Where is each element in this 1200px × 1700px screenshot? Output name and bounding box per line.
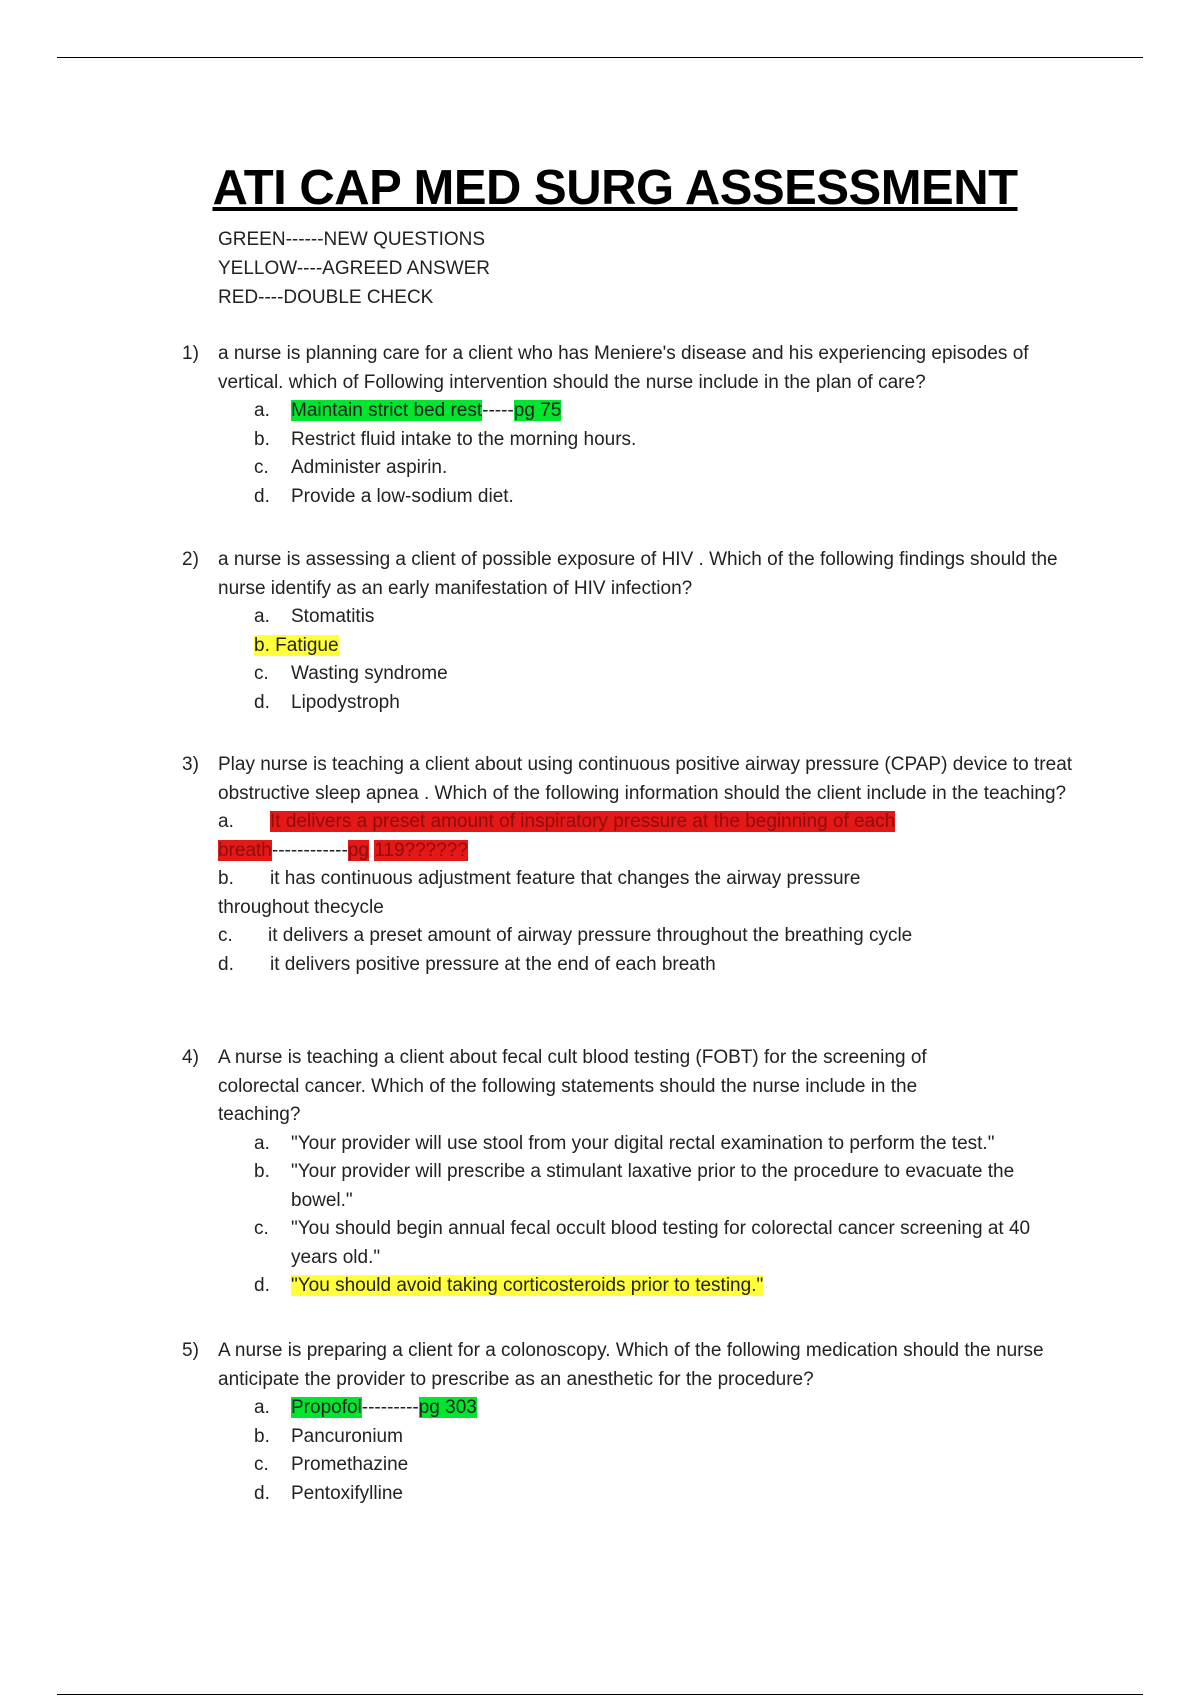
option-b: b. "Your provider will prescribe a stimulant laxative prior to the procedure to evacuate the bowel." (254, 1161, 1015, 1211)
page-reference: pg 75 (513, 400, 562, 421)
option-b: b. Restrict fluid intake to the morning hours. (254, 428, 637, 450)
page-reference: pg 303 (418, 1397, 477, 1418)
question-stem: A nurse is preparing a client for a colonoscopy. Which of the following medication should the nurse anticipate the provider to prescribe as an anesthetic for the procedure? (218, 1340, 1044, 1390)
option-list (254, 1394, 1082, 1508)
question-number: 2) (182, 549, 199, 570)
question-2 (182, 546, 1082, 717)
option-d: d. Provide a low-sodium diet. (254, 485, 514, 507)
answer-highlight: Propofol (291, 1397, 362, 1418)
question-stem: Play nurse is teaching a client about using continuous positive airway pressure (CPAP) device to treat obstructive sleep apnea . Which of the following information should the client include in the teaching? (218, 754, 1073, 804)
question-stem: A nurse is teaching a client about fecal cult blood testing (FOBT) for the screening of colorectal cancer. Which of the following statements should the nurse include in the teaching? (218, 1047, 927, 1125)
page-title: ATI CAP MED SURG ASSESSMENT (212, 161, 1018, 215)
color-legend (218, 225, 490, 312)
answer-highlight: It delivers a preset amount of inspiratory pressure at the beginning of each (270, 811, 896, 832)
question-number: 3) (182, 754, 199, 775)
option-d: d. it delivers positive pressure at the end of each breath (218, 953, 716, 975)
option-d: d. "You should avoid taking corticosteroids prior to testing." (254, 1275, 764, 1296)
question-3 (182, 751, 1082, 979)
option-d: d. Pentoxifylline (254, 1482, 403, 1504)
bottom-rule (57, 1694, 1143, 1695)
option-list (254, 397, 1082, 511)
option-a: a. It delivers a preset amount of inspiratory pressure at the beginning of each breath------------pg 119?????? (218, 811, 896, 861)
legend-green: GREEN------NEW QUESTIONS (218, 229, 486, 250)
page-reference: pg (347, 839, 369, 861)
question-number: 1) (182, 343, 199, 364)
legend-red: RED----DOUBLE CHECK (218, 287, 434, 308)
option-a: a. Maintain strict bed rest-----pg 75 (254, 400, 562, 421)
question-1 (182, 340, 1082, 511)
option-c: c. Administer aspirin. (254, 457, 448, 478)
option-b (254, 632, 1082, 661)
option-c: c. Promethazine (254, 1454, 409, 1475)
option-c: c. "You should begin annual fecal occult blood testing for colorectal cancer screening at 40 years old." (254, 1218, 1031, 1268)
top-rule (57, 57, 1143, 58)
answer-highlight: "You should avoid taking corticosteroids prior to testing." (291, 1275, 764, 1296)
question-number: 5) (182, 1340, 199, 1361)
option-c: c. it delivers a preset amount of airway pressure throughout the breathing cycle (218, 925, 913, 946)
option-list (254, 603, 1082, 717)
option-list (254, 1130, 1082, 1301)
option-d: d. Lipodystroph (254, 691, 400, 713)
option-c: c. Wasting syndrome (254, 663, 448, 684)
option-b: b. Pancuronium (254, 1425, 403, 1447)
question-number: 4) (182, 1047, 199, 1068)
question-stem: a nurse is planning care for a client who has Meniere's disease and his experiencing episodes of vertical. which of Following intervention should the nurse include in the plan of care? (218, 343, 1029, 393)
option-a: a. "Your provider will use stool from your digital rectal examination to perform the test." (254, 1132, 995, 1154)
question-stem: a nurse is assessing a client of possible exposure of HIV . Which of the following findings should the nurse identify as an early manifestation of HIV infection? (218, 549, 1058, 599)
question-4 (182, 1044, 1082, 1301)
option-b: b. it has continuous adjustment feature that changes the airway pressure throughout thecycle (218, 868, 861, 918)
legend-yellow: YELLOW----AGREED ANSWER (218, 258, 491, 279)
option-a: a. Propofol---------pg 303 (254, 1397, 477, 1418)
question-5 (182, 1337, 1082, 1508)
answer-highlight: Maintain strict bed rest (291, 400, 483, 421)
option-a: a. Stomatitis (254, 606, 375, 627)
answer-highlight: b. Fatigue (254, 634, 339, 656)
